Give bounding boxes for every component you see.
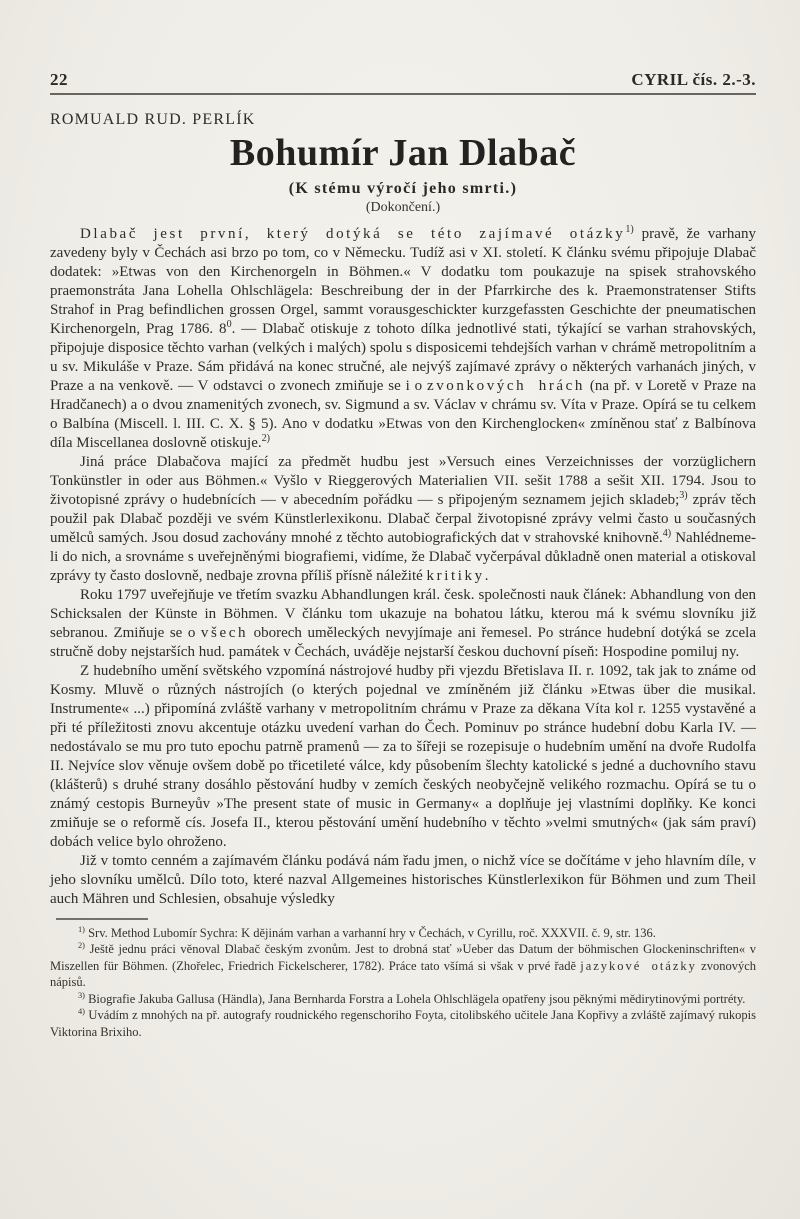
text-segment: Ještě jednu práci věnoval Dlabač českým zvonům. Jest to drobná stať »Ueber das Datum der böhmischen Glockeninschriften« v Miszellen für Böhmen. (Zhořelec, Friedrich Fickelscherer, 1782). Práce tato všímá si však v prvé řadě: [50, 942, 756, 973]
text-segment: pravě, že varhany zavedeny byly v Čechách asi brzo po tom, co v Německu. Tudíž asi v XI. století. K článku svému připojuje Dlabač dodatek: »Etwas von den Kirchenorgeln in Böhmen.« V dodatku tom poukazuje na spisek strahovského praemonstráta Jana Lohella Ohlschlägela: Beschreibung der in der Pfarrkirche des k. Praemonstratenser Stifts Strahof in Prag befindlichen grossen Orgel, sammt vorausgeschickter kurzgefassten Geschichte der pneumatischen Kirchenorgeln, Prag 1786. 8: [50, 225, 757, 337]
text-segment: zvonových nápisů.: [50, 958, 756, 990]
text-segment: Srv. Method Lubomír Sychra: K dějinám varhan a varhanní hry v Čechách, v Cyrillu, roč. XXXVII. č. 9, str. 136.: [84, 925, 656, 940]
text-segment: .: [484, 567, 489, 584]
article-body: [50, 225, 756, 909]
text-segment: oborech uměleckých nevyjímaje ani řemesel. Po stránce hudební dotýká se zcela stručně doby nejstarších hud. památek v Čechách, uváděje nejstarší českou duchovní píseň: Hospodine pomiluj ny.: [50, 624, 756, 660]
footnote-2: [50, 941, 756, 991]
footnote-ref: 1): [78, 924, 85, 934]
article-subtitle: (K stému výročí jeho smrti.): [288, 179, 518, 197]
footnote-ref: 4): [78, 1007, 85, 1017]
footnote-1: [50, 925, 756, 942]
paragraph-5: [50, 852, 756, 909]
header-rule: [50, 93, 756, 95]
text-segment: Nahlédneme-li do nich, a srovnáme s uveřejněnými biografiemi, vidíme, že Dlabač vyčerpával důkladně onen material a otiskoval zprávy ty často doslovně, nedbaje zrovna příliš přísně náležité: [50, 529, 756, 584]
text-segment: kritiky: [426, 567, 485, 584]
footnote-ref: 3): [679, 489, 688, 501]
footnote-3: [50, 991, 756, 1008]
paragraph-4: [50, 662, 756, 852]
footnote-4: [50, 1007, 756, 1040]
text-segment: Uvádím z mnohých na př. autografy roudnického regenschoriho Foyta, citolibského učitele Jana Kopřivy a zvláště zajímavý rukopis Viktorina Brixiho.: [50, 1008, 756, 1039]
page-number: 22: [50, 70, 68, 89]
footnote-ref: 3): [78, 990, 85, 1000]
text-segment: Z hudebního umění světského vzpomíná nástrojové hudby při vjezdu Břetislava II. r. 1092, tak jak to známe od Kosmy. Mluvě o různých nástrojích (o kterých pojednal ve zmíněném již článku »Etwas über die musikal. Instrumente« ...) připomíná zvláště varhany v metropolitním chrámu v Praze za děkana Víta kol r. 1255 vystavěné a při té příležitosti znovu akcentuje otázku uvedení varhan do Čech. Pominuv po stránce hudební dobu Karla IV. — nedostávalo se mu pro tuto epochu patrně pramenů — za to šířeji se rozepisuje o hudebním umění na dvoře Rudolfa II. Nejvíce slov věnuje ovšem době po třicetileté válce, kdy působením šlechty katolické s jedné a duchovního stavu (klášterů) s druhé strany dosáhlo pěstování hudby v zemích českých neobyčejně velikého rozmachu. Opírá se tu o známý cestopis Burneyův »The present state of music in Germany« a doplňuje jej vlastními doplňky. Ke konci zmiňuje se o reformě cís. Josefa II., kterou pěstování umění hudebního v těchto »velmi smutných« (jak sám praví) dobách velice bylo ohroženo.: [50, 662, 756, 850]
footnote-ref: 4): [662, 527, 672, 539]
text-segment: Biografie Jakuba Gallusa (Händla), Jana Bernharda Forstra a Lohela Ohlschlägela opatřeny jsou pěknými mědirytinovými portréty.: [84, 991, 746, 1006]
footnote-separator: [56, 918, 148, 920]
text-segment: . — Dlabač otiskuje z tohoto dílka jednotlivé stati, týkající se varhan strahovských, připojuje disposice těchto varhan (velkých i malých) spolu s disposicemi tehdejších varhan v chrámě metropolitním a u sv. Mikuláše v Praze. Sám přidává na konec stručné, ale nejvýš zajímavé zprávy o některých varhanách jiných, v Praze a na venkově. — V odstavci o zvonech zmiňuje se i o: [50, 320, 757, 394]
footnote-ref: 2): [78, 941, 85, 951]
text-segment: zpráv těch použil pak Dlabač později ve svém Künstlerlexikonu. Dlabač čerpal životopisné zprávy velmi často u současných umělců samých. Jsou dosud zachovány mnohé z těchto autobiografických dat v strahovské knihovně.: [50, 491, 756, 546]
text-segment: jazykové otázky: [580, 958, 697, 973]
text-segment: (na př. v Loretě v Praze na Hradčanech) a o dvou znamenitých zvonech, sv. Sigmund a sv. Václav v chrámu sv. Víta v Praze. Opírá se tu celkem o Balbína (Miscell. l. III. C. X. § 5). Ano v dodatku »Etwas von den Kirchenglocken« zmíněnou stať z Balbínova díla Miscellanea doslovně otiskuje.: [50, 377, 756, 451]
author-name: ROMUALD RUD. PERLÍK: [50, 111, 256, 128]
text-segment: Již v tomto cenném a zajímavém článku podává nám řadu jmen, o nichž více se dočítáme v jeho hlavním díle, v jeho slovníku umělců. Dílo toto, které nazval Allgemeines historisches Künstlerlexikon für Böhmen und zum Theil auch Mähren und Schlesien, obsahuje výsledky: [50, 852, 756, 907]
text-segment: zvonkových hrách: [426, 377, 586, 394]
paragraph-3: [50, 586, 756, 662]
article-title: Bohumír Jan Dlabač: [229, 132, 577, 174]
footnote-ref: 2): [261, 432, 270, 444]
paragraph-2: [50, 453, 756, 586]
text-segment: Dlabač jest první, který dotýká se této zajímavé otázky: [80, 225, 626, 242]
article-continuation: (Dokončení.): [365, 199, 441, 215]
text-segment: Roku 1797 uveřejňuje ve třetím svazku Abhandlungen král. česk. společnosti nauk článek: Abhandlung von den Schicksalen der Künste in Böhmen. V článku tom ukazuje na bohatou látku, kterou má k svému slovníku již sebranou. Zmiňuje se o: [50, 586, 756, 641]
text-segment: všech: [200, 624, 249, 641]
text-segment: Jiná práce Dlabačova mající za předmět hudbu jest »Versuch eines Verzeichnisses der vorzüglichern Tonkünstler in oder aus Böhmen.« Vyšlo v Rieggerových Materialien VII. sešit 1788 a sešit XII. 1794. Jsou to životopisné zprávy o hudebnících — v abecedním pořádku — s připojeným seznamem jejich skladeb;: [50, 453, 756, 508]
journal-issue: CYRIL čís. 2.-3.: [631, 70, 756, 89]
footnote-ref: 1): [625, 223, 634, 235]
footnotes: [50, 925, 756, 1041]
paragraph-1: [50, 225, 756, 453]
page-header: [50, 70, 756, 90]
footnote-ref: 0: [226, 318, 232, 330]
